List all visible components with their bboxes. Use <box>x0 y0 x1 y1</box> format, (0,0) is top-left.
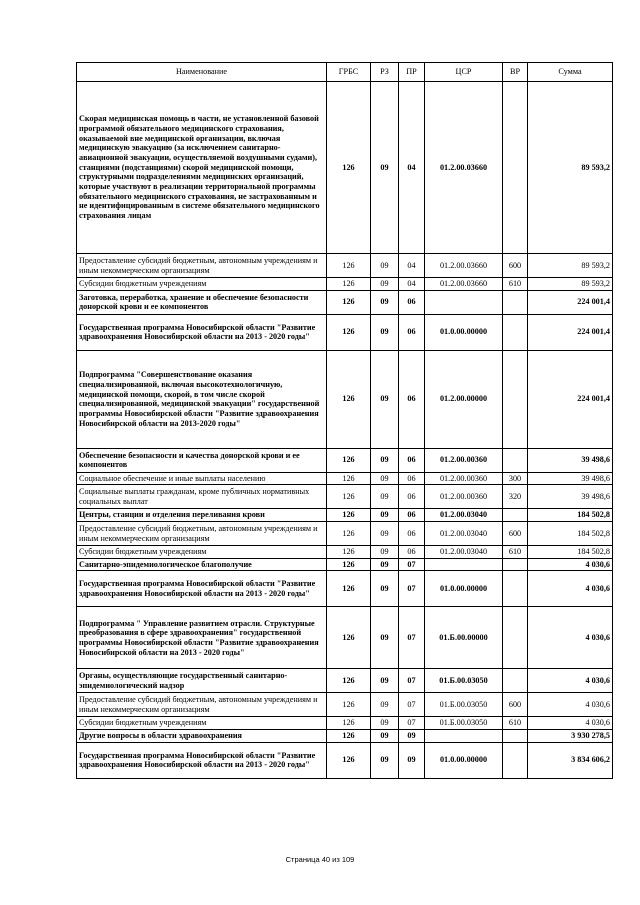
cell-vr <box>503 314 528 350</box>
cell-name: Подпрограмма "Совершенствование оказания специализированной, включая высокотехнологичную, медицинской помощи, скорой, в том числе скорой специализированной, медицинской эвакуации" государственной программы Новосибирской области "Развитие здравоохранения Новосибирской области на 2013-2020 годы" <box>77 350 327 448</box>
cell-name: Санитарно-эпидемиологическое благополучие <box>77 558 327 571</box>
cell-sum: 184 502,8 <box>528 546 613 559</box>
cell-name: Предоставление субсидий бюджетным, автономным учреждениям и иным некоммерческим организациям <box>77 254 327 278</box>
cell-rz: 09 <box>371 472 399 485</box>
table-row <box>77 730 613 743</box>
cell-rz: 09 <box>371 571 399 607</box>
cell-rz: 09 <box>371 82 399 254</box>
cell-rz: 09 <box>371 350 399 448</box>
cell-vr: 610 <box>503 278 528 291</box>
table-row <box>77 254 613 278</box>
cell-rz: 09 <box>371 278 399 291</box>
table-row <box>77 278 613 291</box>
cell-rz: 09 <box>371 485 399 509</box>
cell-grbs: 126 <box>327 82 371 254</box>
cell-pr: 06 <box>399 546 425 559</box>
cell-csr <box>425 730 503 743</box>
cell-grbs: 126 <box>327 509 371 522</box>
cell-csr: 01.Б.00.03050 <box>425 669 503 693</box>
cell-pr: 06 <box>399 509 425 522</box>
cell-vr: 610 <box>503 546 528 559</box>
cell-name: Подпрограмма " Управление развитием отрасли. Структурные преобразования в сфере здравоохранения" государственной программы Новосибирской области "Развитие здравоохранения Новосибирской области на 2013 - 2020 годы" <box>77 607 327 669</box>
table-row <box>77 448 613 472</box>
cell-grbs: 126 <box>327 472 371 485</box>
table-row <box>77 546 613 559</box>
cell-sum: 89 593,2 <box>528 82 613 254</box>
cell-sum: 184 502,8 <box>528 509 613 522</box>
cell-pr: 06 <box>399 314 425 350</box>
col-header-name: Наименование <box>77 63 327 82</box>
budget-table <box>76 62 613 779</box>
cell-name: Субсидии бюджетным учреждениям <box>77 278 327 291</box>
cell-vr <box>503 607 528 669</box>
cell-sum: 3 930 278,5 <box>528 730 613 743</box>
cell-csr: 01.0.00.00000 <box>425 571 503 607</box>
cell-vr: 610 <box>503 717 528 730</box>
table-row <box>77 607 613 669</box>
cell-name: Центры, станции и отделения переливания крови <box>77 509 327 522</box>
cell-pr: 07 <box>399 571 425 607</box>
cell-name: Другие вопросы в области здравоохранения <box>77 730 327 743</box>
cell-csr: 01.2.00.00360 <box>425 472 503 485</box>
table-header-row <box>77 63 613 82</box>
cell-vr <box>503 448 528 472</box>
cell-sum: 39 498,6 <box>528 448 613 472</box>
cell-grbs: 126 <box>327 314 371 350</box>
cell-pr: 09 <box>399 730 425 743</box>
cell-name: Социальные выплаты гражданам, кроме публичных нормативных социальных выплат <box>77 485 327 509</box>
cell-grbs: 126 <box>327 571 371 607</box>
cell-name: Субсидии бюджетным учреждениям <box>77 717 327 730</box>
cell-sum: 89 593,2 <box>528 278 613 291</box>
cell-sum: 89 593,2 <box>528 254 613 278</box>
cell-pr: 06 <box>399 472 425 485</box>
cell-csr: 01.2.00.03040 <box>425 522 503 546</box>
page-number: Страница 40 из 109 <box>285 855 355 864</box>
cell-sum: 4 030,6 <box>528 669 613 693</box>
cell-name: Скорая медицинская помощь в части, не установленной базовой программой обязательного медицинского страхования, оказываемой вне медицинской организации, включая медицинскую эвакуацию (за исключением санитарно-авиационной эвакуации, осуществляемой воздушными судами), станциями (подстанциями) скорой медицинской помощи, структурными подразделениями медицинских организаций, которые участвуют в реализации территориальной программы обязательного медицинского страхования, не застрахованным и не идентифицированным в системе обязательного медицинского страхования лицам <box>77 82 327 254</box>
cell-pr: 07 <box>399 693 425 717</box>
cell-pr: 04 <box>399 254 425 278</box>
cell-csr: 01.0.00.00000 <box>425 314 503 350</box>
cell-sum: 4 030,6 <box>528 607 613 669</box>
cell-rz: 09 <box>371 522 399 546</box>
cell-csr: 01.2.00.03660 <box>425 82 503 254</box>
cell-name: Субсидии бюджетным учреждениям <box>77 546 327 559</box>
col-header-grbs: ГРБС <box>327 63 371 82</box>
cell-name: Заготовка, переработка, хранение и обеспечение безопасности донорской крови и ее компонентов <box>77 290 327 314</box>
cell-csr: 01.2.00.03660 <box>425 254 503 278</box>
cell-vr <box>503 350 528 448</box>
cell-name: Обеспечение безопасности и качества донорской крови и ее компонентов <box>77 448 327 472</box>
cell-sum: 3 834 606,2 <box>528 742 613 778</box>
cell-csr: 01.2.00.00360 <box>425 485 503 509</box>
cell-csr <box>425 558 503 571</box>
cell-pr: 06 <box>399 448 425 472</box>
cell-csr: 01.2.00.03660 <box>425 278 503 291</box>
cell-rz: 09 <box>371 607 399 669</box>
cell-grbs: 126 <box>327 350 371 448</box>
cell-csr: 01.0.00.00000 <box>425 742 503 778</box>
table-row <box>77 558 613 571</box>
cell-sum: 4 030,6 <box>528 558 613 571</box>
cell-grbs: 126 <box>327 693 371 717</box>
cell-pr: 04 <box>399 82 425 254</box>
cell-name: Предоставление субсидий бюджетным, автономным учреждениям и иным некоммерческим организациям <box>77 522 327 546</box>
budget-table-page <box>76 62 612 779</box>
col-header-csr: ЦСР <box>425 63 503 82</box>
col-header-sum: Сумма <box>528 63 613 82</box>
cell-grbs: 126 <box>327 448 371 472</box>
cell-grbs: 126 <box>327 669 371 693</box>
cell-vr <box>503 290 528 314</box>
table-row <box>77 669 613 693</box>
cell-csr: 01.2.00.03040 <box>425 509 503 522</box>
cell-rz: 09 <box>371 742 399 778</box>
cell-grbs: 126 <box>327 742 371 778</box>
cell-rz: 09 <box>371 730 399 743</box>
cell-vr <box>503 742 528 778</box>
cell-pr: 06 <box>399 522 425 546</box>
table-row <box>77 290 613 314</box>
table-row <box>77 472 613 485</box>
cell-pr: 07 <box>399 717 425 730</box>
table-row <box>77 509 613 522</box>
table-row <box>77 314 613 350</box>
cell-name: Государственная программа Новосибирской области "Развитие здравоохранения Новосибирской области на 2013 - 2020 годы" <box>77 571 327 607</box>
cell-vr <box>503 669 528 693</box>
cell-vr: 600 <box>503 522 528 546</box>
col-header-pr: ПР <box>399 63 425 82</box>
cell-sum: 224 001,4 <box>528 350 613 448</box>
col-header-vr: ВР <box>503 63 528 82</box>
cell-vr <box>503 730 528 743</box>
cell-grbs: 126 <box>327 558 371 571</box>
cell-vr <box>503 82 528 254</box>
cell-pr: 06 <box>399 350 425 448</box>
cell-grbs: 126 <box>327 290 371 314</box>
cell-pr: 07 <box>399 607 425 669</box>
cell-csr: 01.2.00.03040 <box>425 546 503 559</box>
cell-sum: 39 498,6 <box>528 472 613 485</box>
cell-pr: 09 <box>399 742 425 778</box>
cell-vr <box>503 558 528 571</box>
col-header-rz: РЗ <box>371 63 399 82</box>
cell-pr: 07 <box>399 669 425 693</box>
cell-rz: 09 <box>371 717 399 730</box>
cell-grbs: 126 <box>327 278 371 291</box>
table-row <box>77 485 613 509</box>
table-row <box>77 571 613 607</box>
cell-grbs: 126 <box>327 522 371 546</box>
cell-rz: 09 <box>371 448 399 472</box>
table-body <box>77 82 613 779</box>
cell-rz: 09 <box>371 558 399 571</box>
table-row <box>77 742 613 778</box>
cell-csr: 01.Б.00.03050 <box>425 717 503 730</box>
cell-sum: 4 030,6 <box>528 693 613 717</box>
cell-pr: 06 <box>399 290 425 314</box>
cell-vr: 600 <box>503 254 528 278</box>
cell-grbs: 126 <box>327 254 371 278</box>
cell-name: Государственная программа Новосибирской области "Развитие здравоохранения Новосибирской области на 2013 - 2020 годы" <box>77 314 327 350</box>
cell-pr: 07 <box>399 558 425 571</box>
cell-rz: 09 <box>371 290 399 314</box>
cell-csr: 01.Б.00.00000 <box>425 607 503 669</box>
table-row <box>77 82 613 254</box>
cell-csr <box>425 290 503 314</box>
cell-rz: 09 <box>371 254 399 278</box>
cell-sum: 4 030,6 <box>528 717 613 730</box>
table-row <box>77 522 613 546</box>
cell-rz: 09 <box>371 693 399 717</box>
table-row <box>77 717 613 730</box>
cell-csr: 01.Б.00.03050 <box>425 693 503 717</box>
cell-rz: 09 <box>371 509 399 522</box>
table-row <box>77 693 613 717</box>
cell-sum: 184 502,8 <box>528 522 613 546</box>
cell-rz: 09 <box>371 546 399 559</box>
cell-vr: 600 <box>503 693 528 717</box>
cell-csr: 01.2.00.00000 <box>425 350 503 448</box>
cell-name: Органы, осуществляющие государственный санитарно-эпидемиологический надзор <box>77 669 327 693</box>
cell-grbs: 126 <box>327 730 371 743</box>
cell-vr: 320 <box>503 485 528 509</box>
cell-sum: 4 030,6 <box>528 571 613 607</box>
cell-grbs: 126 <box>327 546 371 559</box>
cell-pr: 06 <box>399 485 425 509</box>
cell-rz: 09 <box>371 669 399 693</box>
cell-grbs: 126 <box>327 485 371 509</box>
cell-sum: 39 498,6 <box>528 485 613 509</box>
cell-vr <box>503 509 528 522</box>
cell-vr: 300 <box>503 472 528 485</box>
cell-name: Государственная программа Новосибирской области "Развитие здравоохранения Новосибирской области на 2013 - 2020 годы" <box>77 742 327 778</box>
table-row <box>77 350 613 448</box>
cell-vr <box>503 571 528 607</box>
cell-grbs: 126 <box>327 717 371 730</box>
cell-sum: 224 001,4 <box>528 314 613 350</box>
cell-pr: 04 <box>399 278 425 291</box>
cell-grbs: 126 <box>327 607 371 669</box>
cell-rz: 09 <box>371 314 399 350</box>
cell-name: Социальное обеспечение и иные выплаты населению <box>77 472 327 485</box>
cell-csr: 01.2.00.00360 <box>425 448 503 472</box>
cell-name: Предоставление субсидий бюджетным, автономным учреждениям и иным некоммерческим организациям <box>77 693 327 717</box>
cell-sum: 224 001,4 <box>528 290 613 314</box>
